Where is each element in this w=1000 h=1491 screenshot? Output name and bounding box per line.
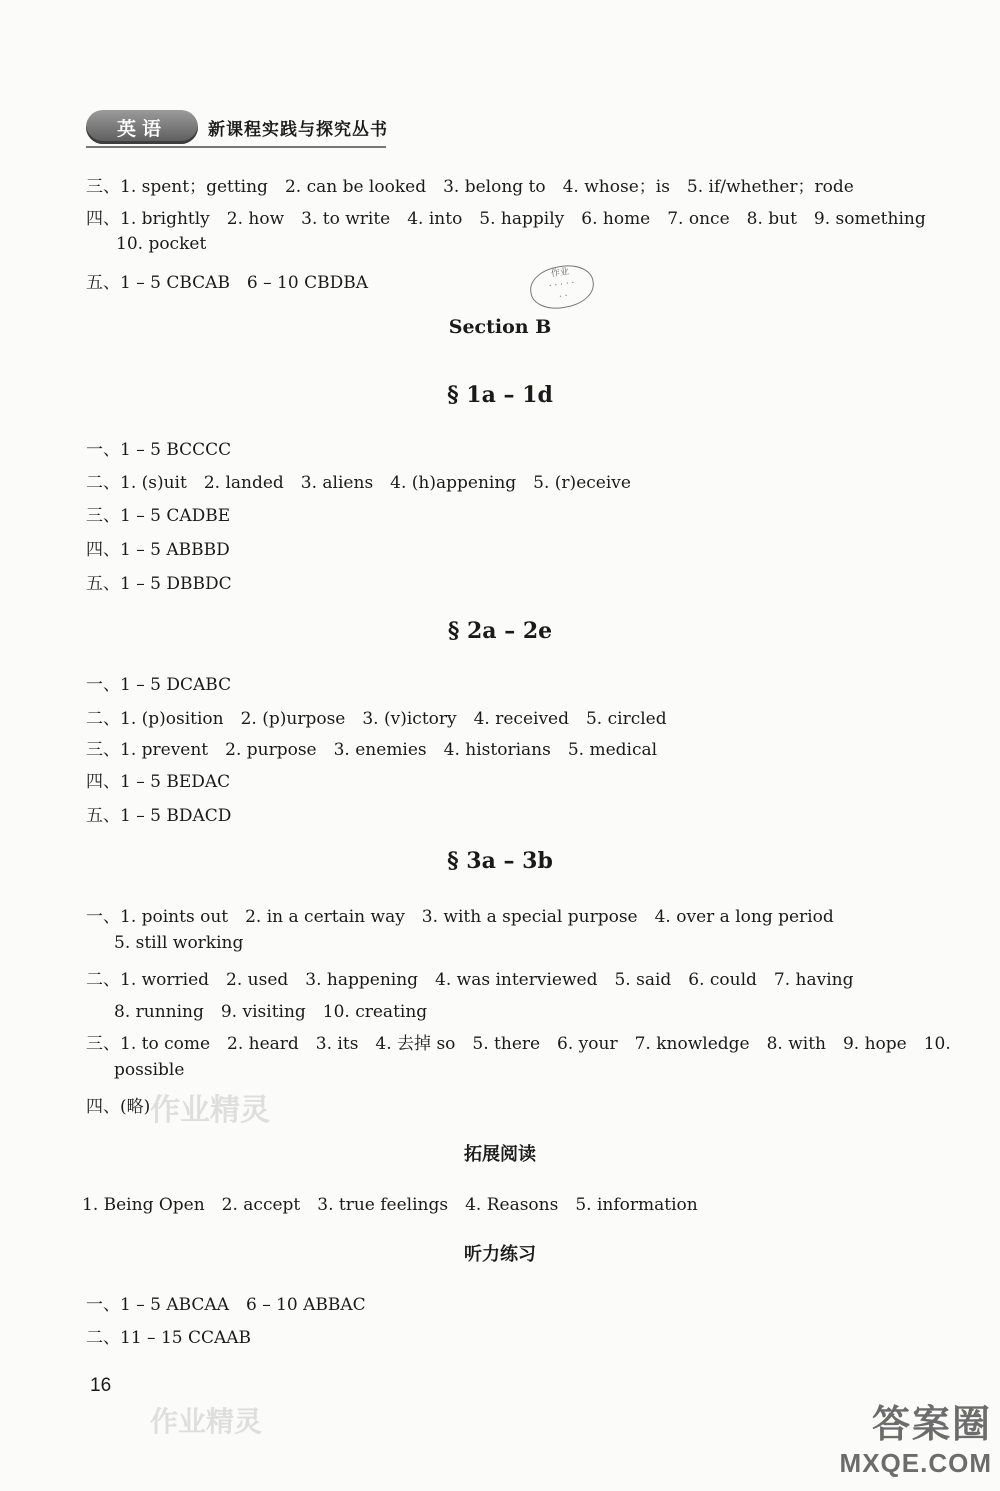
answer-line: 五、1 – 5 CBCAB 6 – 10 CBDBA: [86, 273, 368, 293]
header-rule: [86, 146, 386, 148]
answer-line: 1. Being Open 2. accept 3. true feelings 4. Reasons 5. information: [82, 1195, 698, 1215]
subsection-heading: § 2a – 2e: [447, 618, 553, 644]
answer-line: 三、1. to come 2. heard 3. its 4. 去掉 so 5. there 6. your 7. knowledge 8. with 9. hope 10.: [86, 1034, 951, 1054]
subsection-heading: § 1a – 1d: [447, 382, 553, 408]
book-header: [86, 110, 388, 144]
answer-line: 二、1. (s)uit 2. landed 3. aliens 4. (h)appening 5. (r)eceive: [86, 473, 631, 493]
stamp-mark: 作业 · · · · · · ·: [527, 262, 596, 312]
answer-line: possible: [114, 1060, 185, 1080]
page-number: 16: [90, 1375, 112, 1396]
answer-line: 一、1 – 5 BCCCC: [86, 440, 232, 460]
answer-line: 8. running 9. visiting 10. creating: [114, 1002, 428, 1022]
answer-line: 五、1 – 5 DBBDC: [86, 574, 232, 594]
watermark: 作业精灵: [150, 1093, 270, 1128]
answer-line: 二、1. (p)osition 2. (p)urpose 3. (v)ictory 4. received 5. circled: [86, 709, 667, 729]
series-title: 新课程实践与探究丛书: [208, 119, 388, 140]
answer-line: 四、1 – 5 BEDAC: [86, 772, 231, 792]
logo-text: 答案圈: [871, 1404, 992, 1446]
answer-line: 一、1. points out 2. in a certain way 3. with a special purpose 4. over a long period: [86, 907, 834, 927]
extended-reading-heading: 拓展阅读: [464, 1144, 536, 1165]
answer-line: 三、1 – 5 CADBE: [86, 506, 231, 526]
answer-line: 5. still working: [114, 933, 244, 953]
answer-line: 四、1 – 5 ABBBD: [86, 540, 230, 560]
answer-line: 二、1. worried 2. used 3. happening 4. was interviewed 5. said 6. could 7. having: [86, 970, 854, 990]
answer-line: 一、1 – 5 ABCAA 6 – 10 ABBAC: [86, 1295, 366, 1315]
answer-line: 四、(略): [86, 1097, 151, 1117]
answer-line: 10. pocket: [116, 234, 207, 254]
answer-line: 三、1. prevent 2. purpose 3. enemies 4. historians 5. medical: [86, 740, 658, 760]
listening-heading: 听力练习: [464, 1244, 536, 1265]
subsection-heading: § 3a – 3b: [447, 848, 553, 874]
watermark: 作业精灵: [150, 1405, 263, 1438]
logo-domain: MXQE.COM: [839, 1448, 992, 1478]
answer-line: 四、1. brightly 2. how 3. to write 4. into 5. happily 6. home 7. once 8. but 9. something: [86, 209, 926, 229]
subject-label: 英语: [86, 110, 198, 144]
answer-line: 二、11 – 15 CCAAB: [86, 1328, 252, 1348]
answer-line: 三、1. spent；getting 2. can be looked 3. belong to 4. whose；is 5. if/whether；rode: [86, 177, 854, 197]
section-heading: Section B: [448, 316, 552, 338]
site-logo: [840, 1393, 992, 1479]
answer-line: 一、1 – 5 DCABC: [86, 675, 232, 695]
answer-line: 五、1 – 5 BDACD: [86, 806, 232, 826]
